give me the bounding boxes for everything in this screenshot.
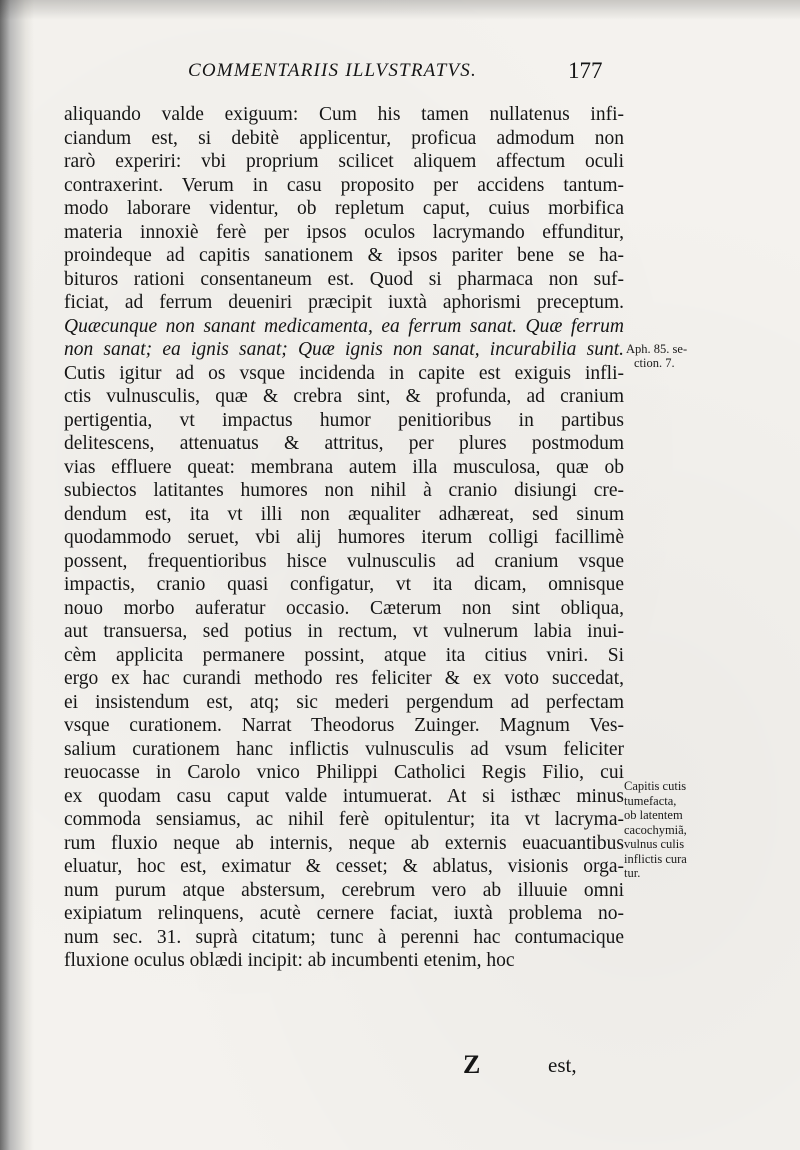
text-line: vsque curationem. Narrat Theodorus Zuinger. Magnum Ves- xyxy=(64,715,624,736)
text-line: rarò experiri: vbi proprium scilicet aliquem affectum oculi xyxy=(64,151,624,172)
binding-shadow xyxy=(0,0,34,1150)
margin-note-line: Aph. 85. se- xyxy=(626,342,688,356)
text-line: eluatur, hoc est, eximatur & cesset; & ablatus, visionis orga- xyxy=(64,856,624,877)
text-line: nouo morbo auferatur occasio. Cæterum non sint obliqua, xyxy=(64,597,624,619)
text-line: Cutis igitur ad os vsque incidenda in capite est exiguis infli- xyxy=(64,362,624,384)
text-line: num sec. 31. suprà citatum; tunc à perenni hac contumacique xyxy=(64,926,624,948)
text-line: ergo ex hac curandi methodo res feliciter & ex voto succedat, xyxy=(64,668,624,689)
text-line: materia innoxiè ferè per ipsos oculos lacrymando effunditur, xyxy=(64,221,624,243)
margin-note-case xyxy=(624,779,714,881)
text-line: Quæcunque non sanant medicamenta, ea ferrum sanat. Quæ ferrum xyxy=(64,315,624,337)
text-line: dendum est, ita vt illi non æqualiter adhæreat, sed sinum xyxy=(64,503,624,525)
text-line: ciandum est, si debitè applicentur, proficua admodum non xyxy=(64,127,624,149)
text-line: cèm applicita permanere possint, atque ita citius vniri. Si xyxy=(64,644,624,666)
running-head: COMMENTARIIS ILLVSTRATVS. xyxy=(188,60,477,81)
text-line: ctis vulnusculis, quæ & crebra sint, & profunda, ad cranium xyxy=(64,386,624,407)
text-line: reuocasse in Carolo vnico Philippi Catholici Regis Filio, cui xyxy=(64,762,624,783)
text-line: proindeque ad capitis sanationem & ipsos pariter bene se ha- xyxy=(64,245,624,266)
text-line: possent, frequentioribus hisce vulnusculis ad cranium vsque xyxy=(64,550,624,572)
text-line: quodammodo seruet, vbi alij humores iterum colligi facillimè xyxy=(64,527,624,548)
margin-note-line: vulnus culis xyxy=(624,837,685,851)
text-line: ficiat, ad ferrum deueniri præcipit iuxtà aphorismi preceptum. xyxy=(64,292,624,313)
text-line: ex quodam casu caput valde intumuerat. At si isthæc minus xyxy=(64,785,624,807)
text-line: contraxerint. Verum in casu proposito per accidens tantum- xyxy=(64,174,624,196)
text-line: non sanat; ea ignis sanat; Quæ ignis non sanat, incurabilia sunt. xyxy=(64,339,624,360)
text-line: num purum atque abstersum, cerebrum vero ab illuuie omni xyxy=(64,879,624,901)
page-number: 177 xyxy=(568,58,603,83)
text-line: vias effluere queat: membrana autem illa musculosa, quæ ob xyxy=(64,456,624,478)
text-line: bituros rationi consentaneum est. Quod si pharmaca non suf- xyxy=(64,268,624,290)
margin-note-line: inflictis cura xyxy=(624,851,687,866)
text-line: impactis, cranio quasi configatur, vt ita dicam, omnisque xyxy=(64,574,624,595)
text-line: aut transuersa, sed potius in rectum, vt vulnerum labia inui- xyxy=(64,621,624,642)
text-line: aliquando valde exiguum: Cum his tamen nullatenus infi- xyxy=(64,104,624,125)
text-line: pertigentia, vt impactus humor penitioribus in partibus xyxy=(64,409,624,431)
margin-note-aphorism xyxy=(626,342,716,370)
text-line: commoda sensiamus, ac nihil ferè opitulentur; ita vt lacryma- xyxy=(64,809,624,830)
text-line: delitescens, attenuatus & attritus, per plures postmodum xyxy=(64,433,624,454)
text-line: rum fluxio neque ab internis, neque ab externis euacuantibus xyxy=(64,832,624,854)
text-line: ei insistendum est, atq; sic mederi pergendum ad perfectam xyxy=(64,691,624,713)
text-line: fluxione oculus oblædi incipit: ab incumbenti etenim, hoc xyxy=(64,950,515,971)
page-header xyxy=(188,58,612,94)
text-line: modo laborare videntur, ob repletum caput, cuius morbifica xyxy=(64,198,624,219)
margin-note-line: Capitis cutis xyxy=(624,779,687,793)
margin-note-line: ction. 7. xyxy=(634,356,675,370)
text-line: exipiatum relinquens, acutè cernere faciat, iuxtà problema no- xyxy=(64,903,624,924)
main-text-block xyxy=(64,103,624,973)
text-line: subiectos latitantes humores non nihil à cranio disiungi cre- xyxy=(64,480,624,501)
text-line: salium curationem hanc inflictis vulnusculis ad vsum feliciter xyxy=(64,738,624,760)
margin-note-line: tur. xyxy=(624,866,641,880)
margin-note-line: ob latentem xyxy=(624,808,683,822)
margin-note-line: tumefacta, xyxy=(624,793,677,808)
page-footer xyxy=(0,1050,800,1090)
catchword: est, xyxy=(548,1053,577,1077)
signature-mark: Z xyxy=(463,1050,481,1079)
margin-note-line: cacochymiã, xyxy=(624,822,687,837)
top-edge-shadow xyxy=(0,0,800,20)
